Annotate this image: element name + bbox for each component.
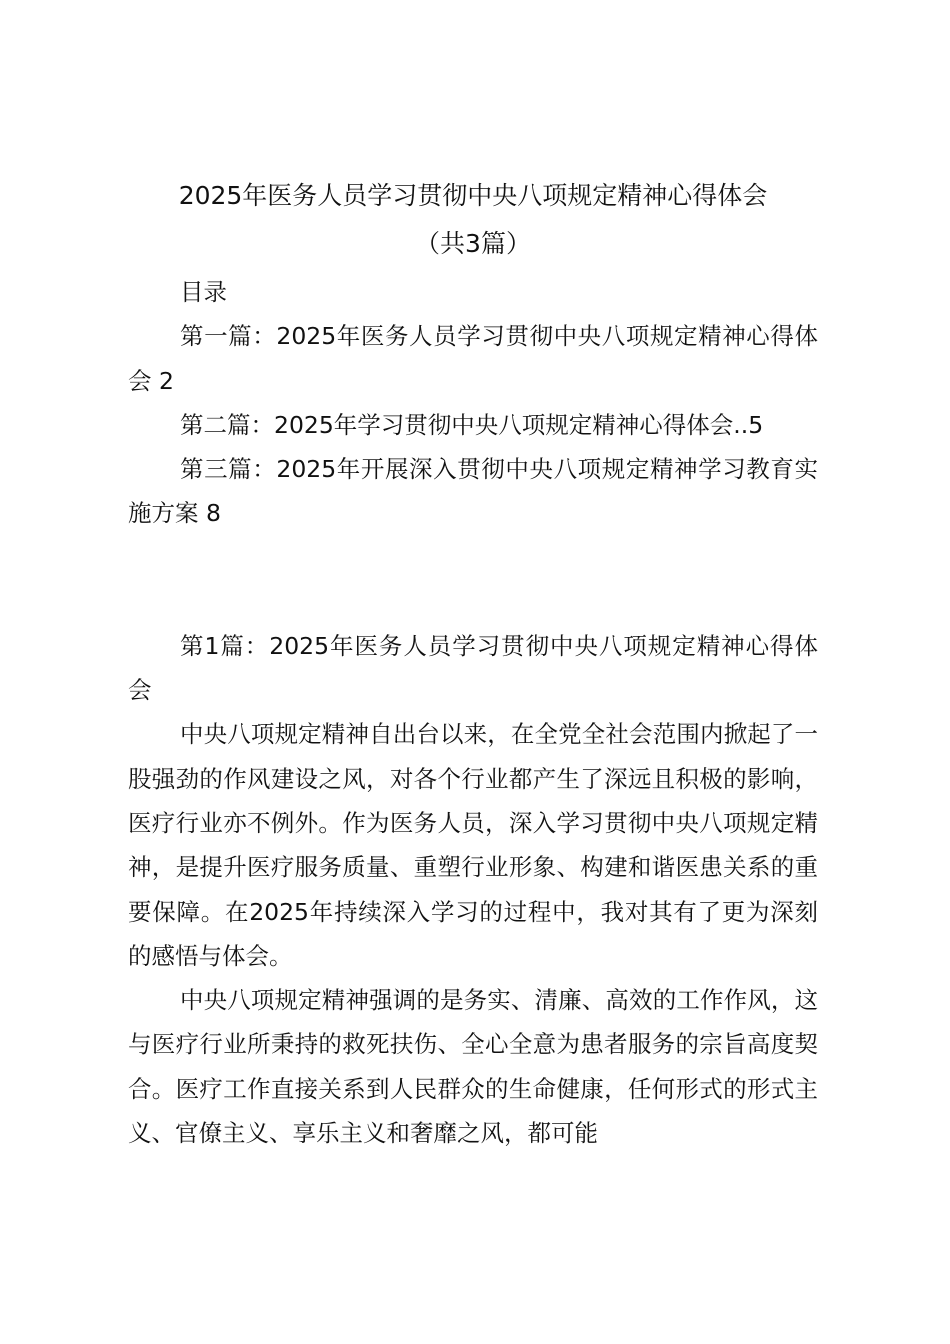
toc-heading: 目录 — [180, 278, 227, 306]
section-heading: 第1篇：2025年医务人员学习贯彻中央八项规定精神心得体会 — [128, 631, 818, 705]
toc-item-1[interactable]: 第一篇：2025年医务人员学习贯彻中央八项规定精神心得体会 2 — [128, 322, 818, 395]
document-title — [128, 172, 818, 268]
toc-item-2[interactable]: 第二篇：2025年学习贯彻中央八项规定精神心得体会..5 — [180, 410, 764, 439]
body-paragraph-2: 中央八项规定精神强调的是务实、清廉、高效的工作作风，这与医疗行业所秉持的救死扶伤、全心全意为患者服务的宗旨高度契合。医疗工作直接关系到人民群众的生命健康，任何形式的形式主义、官僚主义、享乐主义和奢靡之风，都可能 — [128, 986, 818, 1148]
title-line-1: 2025年医务人员学习贯彻中央八项规定精神心得体会 — [178, 181, 768, 210]
title-line-2: （共3篇） — [415, 229, 531, 258]
section-spacer — [128, 536, 818, 624]
body-paragraph-1: 中央八项规定精神自出台以来，在全党全社会范围内掀起了一股强劲的作风建设之风，对各个行业都产生了深远且积极的影响，医疗行业亦不例外。作为医务人员，深入学习贯彻中央八项规定精神，是提升医疗服务质量、重塑行业形象、构建和谐医患关系的重要保障。在2025年持续深入学习的过程中，我对其有了更为深刻的感悟与体会。 — [128, 720, 818, 970]
toc-item-3[interactable]: 第三篇：2025年开展深入贯彻中央八项规定精神学习教育实施方案 8 — [128, 455, 818, 528]
